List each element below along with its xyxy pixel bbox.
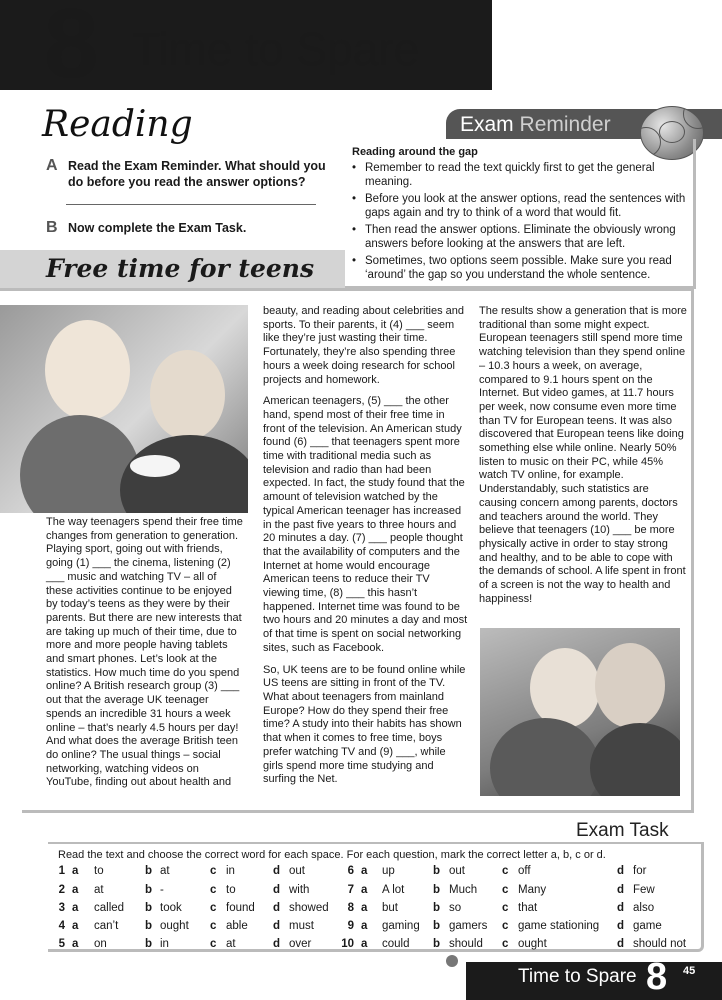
- task-question-row: [0, 884, 722, 900]
- option-letter[interactable]: a: [361, 884, 368, 896]
- exam-reminder-heading: Reading around the gap: [352, 146, 478, 158]
- option-letter[interactable]: c: [502, 938, 509, 950]
- option-text[interactable]: Much: [449, 884, 478, 896]
- option-text[interactable]: at: [160, 865, 170, 877]
- option-letter[interactable]: a: [72, 884, 79, 896]
- option-letter[interactable]: a: [72, 865, 79, 877]
- article-paragraph: The results show a generation that is more traditional than some might expect. European teenagers still spend more time watching television than they spend online – 10.3 hours a week, on average, compared to 9.1 hours spent on the Internet. But video games, at 11.7 hours per week, now consume even more time than TV for European teens. It was also discovered that European teens like doing something else while online. Nearly 50% listen to music on their PC, while 45% watch TV online, for example. Understandably, such statistics are causing concern among parents, doctors and teachers around the world. They believe that teenagers (10) ___ be more physically active in order to stay strong and healthy, and to be able to cope with the demands of school. A life spent in front of a screen is not the way to health and happiness!: [479, 305, 687, 605]
- footer-unit-number: 8: [646, 956, 668, 998]
- task-question-row: [0, 938, 722, 954]
- article-column-2: [263, 305, 468, 795]
- option-text[interactable]: to: [226, 884, 236, 896]
- option-letter[interactable]: a: [361, 920, 368, 932]
- task-question-number: 5: [58, 938, 65, 950]
- task-question-number: 8: [347, 902, 354, 914]
- task-question-row: [0, 865, 722, 881]
- option-text[interactable]: game: [633, 920, 662, 932]
- photo-teens-laptop: [480, 628, 680, 796]
- option-text[interactable]: took: [160, 902, 182, 914]
- option-text[interactable]: can’t: [94, 920, 119, 932]
- question-a: [46, 158, 336, 198]
- option-letter[interactable]: d: [617, 920, 625, 932]
- option-letter[interactable]: d: [273, 920, 281, 932]
- option-letter[interactable]: d: [273, 865, 281, 877]
- task-question-number: 4: [58, 920, 65, 932]
- task-question-number: 3: [58, 902, 65, 914]
- option-text[interactable]: ought: [160, 920, 189, 932]
- reminder-item: • Sometimes, two options seem possible. Make sure you read ‘around’ the gap so you understand the whole sentence.: [352, 254, 692, 282]
- option-text[interactable]: over: [289, 938, 312, 950]
- task-question-number: 6: [347, 865, 354, 877]
- option-letter[interactable]: b: [433, 920, 441, 932]
- option-text[interactable]: found: [226, 902, 255, 914]
- option-letter[interactable]: d: [273, 938, 281, 950]
- exam-reminder-title-part2: Reminder: [519, 113, 611, 136]
- option-text[interactable]: so: [449, 902, 462, 914]
- option-letter[interactable]: b: [433, 865, 441, 877]
- option-text[interactable]: A lot: [382, 884, 405, 896]
- option-letter[interactable]: d: [273, 884, 281, 896]
- option-text[interactable]: on: [94, 938, 107, 950]
- option-letter[interactable]: b: [145, 920, 153, 932]
- article-column-1: [46, 516, 246, 798]
- option-text[interactable]: could: [382, 938, 410, 950]
- question-b-text: Now complete the Exam Task.: [68, 221, 247, 235]
- option-letter[interactable]: b: [145, 884, 153, 896]
- task-question-row: [0, 920, 722, 936]
- question-a-letter: A: [46, 157, 58, 174]
- option-text[interactable]: gamers: [449, 920, 488, 932]
- option-text[interactable]: Many: [518, 884, 547, 896]
- option-text[interactable]: showed: [289, 902, 329, 914]
- task-question-number: 10: [341, 938, 354, 950]
- option-text[interactable]: that: [518, 902, 538, 914]
- footer-unit-title: Time to Spare: [518, 966, 637, 987]
- task-question-row: [0, 902, 722, 918]
- option-letter[interactable]: c: [210, 902, 217, 914]
- option-text[interactable]: up: [382, 865, 395, 877]
- exam-reminder-title-part1: Exam: [460, 113, 514, 136]
- option-letter[interactable]: a: [72, 938, 79, 950]
- reminder-item: • Then read the answer options. Eliminate the obviously wrong answers before looking at the answers that are left.: [352, 223, 692, 251]
- option-text[interactable]: -: [160, 884, 164, 896]
- option-letter[interactable]: d: [617, 938, 625, 950]
- option-text[interactable]: gaming: [382, 920, 420, 932]
- option-text[interactable]: Few: [633, 884, 655, 896]
- option-text[interactable]: should not: [633, 938, 687, 950]
- option-letter[interactable]: b: [433, 884, 441, 896]
- option-text[interactable]: game stationing: [518, 920, 600, 932]
- option-letter[interactable]: c: [210, 884, 217, 896]
- option-letter[interactable]: c: [210, 865, 217, 877]
- question-a-text: Read the Exam Reminder. What should you do before you read the answer options?: [68, 159, 326, 189]
- option-letter[interactable]: a: [361, 865, 368, 877]
- footer-dot: [446, 955, 458, 967]
- option-text[interactable]: in: [160, 938, 169, 950]
- option-text[interactable]: with: [289, 884, 310, 896]
- article-paragraph: So, UK teens are to be found online while US teens are sitting in front of the TV. What about teenagers from mainland Europe? How do they spend their free time? A study into their habits has shown that when it comes to free time, boys prefer watching TV and (9) ___, while girls spend more time studying and surfing the Net.: [263, 663, 466, 786]
- option-letter[interactable]: d: [617, 865, 625, 877]
- option-letter[interactable]: d: [617, 884, 625, 896]
- option-letter[interactable]: b: [433, 902, 441, 914]
- question-b: [46, 220, 336, 240]
- option-text[interactable]: to: [94, 865, 104, 877]
- option-letter[interactable]: b: [433, 938, 441, 950]
- article-title: Free time for teens: [46, 254, 315, 283]
- option-text[interactable]: should: [449, 938, 483, 950]
- unit-number: 8: [44, 0, 99, 98]
- option-text[interactable]: also: [633, 902, 655, 914]
- option-letter[interactable]: c: [502, 884, 509, 896]
- exam-task-instruction: Read the text and choose the correct word for each space. For each question, mark the correct letter a, b, c or d.: [58, 849, 606, 861]
- section-title: Reading: [42, 104, 193, 145]
- task-question-number: 1: [58, 865, 65, 877]
- article-column-3: [479, 305, 689, 614]
- option-text[interactable]: must: [289, 920, 314, 932]
- photo-teens-gaming: [0, 305, 248, 513]
- option-text[interactable]: able: [226, 920, 248, 932]
- option-text[interactable]: at: [94, 884, 104, 896]
- answer-line[interactable]: [66, 204, 316, 205]
- option-letter[interactable]: c: [502, 902, 509, 914]
- option-letter[interactable]: c: [502, 865, 509, 877]
- option-letter[interactable]: a: [72, 920, 79, 932]
- task-question-number: 7: [347, 884, 354, 896]
- option-text[interactable]: but: [382, 902, 398, 914]
- article-paragraph: American teenagers, (5) ___ the other hand, spend most of their free time in front of the television. An American study found (6) ___ that teenagers spent more time with traditional media such as television and radio than had been expected. In fact, the study found that the amount of television watched by the typical American teenager has increased in the past five years to three hours and 20 minutes a day. (7) ___ people thought that the availability of computers and the Internet at home would encourage American teens to reduce their TV viewing time, (8) ___ this hasn’t happened. Internet time was found to be two hours and 20 minutes a day and most of that time is spent on social networking sites, such as Facebook.: [263, 395, 468, 654]
- page-number: 45: [683, 965, 696, 977]
- option-letter[interactable]: b: [145, 938, 153, 950]
- task-question-number: 2: [58, 884, 65, 896]
- task-question-number: 9: [347, 920, 354, 932]
- option-letter[interactable]: a: [361, 902, 368, 914]
- option-letter[interactable]: d: [273, 902, 281, 914]
- option-letter[interactable]: c: [502, 920, 509, 932]
- option-letter[interactable]: a: [72, 902, 79, 914]
- option-letter[interactable]: a: [361, 938, 368, 950]
- option-text[interactable]: off: [518, 865, 531, 877]
- option-letter[interactable]: b: [145, 902, 153, 914]
- option-text[interactable]: at: [226, 938, 236, 950]
- option-text[interactable]: called: [94, 902, 125, 914]
- option-text[interactable]: out: [449, 865, 465, 877]
- option-text[interactable]: for: [633, 865, 647, 877]
- option-text[interactable]: ought: [518, 938, 547, 950]
- option-letter[interactable]: b: [145, 865, 153, 877]
- reminder-item: • Before you look at the answer options, read the sentences with gaps again and try to think of a word that would fit.: [352, 192, 692, 220]
- option-text[interactable]: in: [226, 865, 235, 877]
- unit-title: Time to Spare: [132, 23, 420, 75]
- question-b-letter: B: [46, 219, 58, 236]
- option-letter[interactable]: c: [210, 920, 217, 932]
- option-letter[interactable]: c: [210, 938, 217, 950]
- option-letter[interactable]: d: [617, 902, 625, 914]
- exam-reminder-title: [460, 113, 611, 137]
- exam-task-title: Exam Task: [576, 820, 669, 841]
- option-text[interactable]: out: [289, 865, 305, 877]
- article-paragraph: The way teenagers spend their free time changes from generation to generation. Playing sport, going out with friends, going (1) ___ the cinema, listening (2) ___ music and watching TV – all of these activities continue to be enjoyed by today’s teens as they were by their parents. But there are new interests that are taking up much of their time, due to more and more people having tablets and smart phones. Let’s look at the statistics. How much time do you spend online? A British research group (3) ___ out that the average UK teenager spends an incredible 31 hours a week online – that’s nearly 4.5 hours per day! And what does the average British teen do online? The usual things – social networking, watching videos on YouTube, finding out about health and: [46, 516, 243, 789]
- reminder-item: • Remember to read the text quickly first to get the general meaning.: [352, 161, 692, 189]
- article-paragraph: beauty, and reading about celebrities and sports. To their parents, it (4) ___ seem like they’re just wasting their time. Fortunately, they’re also spending three hours a week doing research for school projects and homework.: [263, 305, 464, 386]
- exam-reminder-list: [352, 161, 692, 285]
